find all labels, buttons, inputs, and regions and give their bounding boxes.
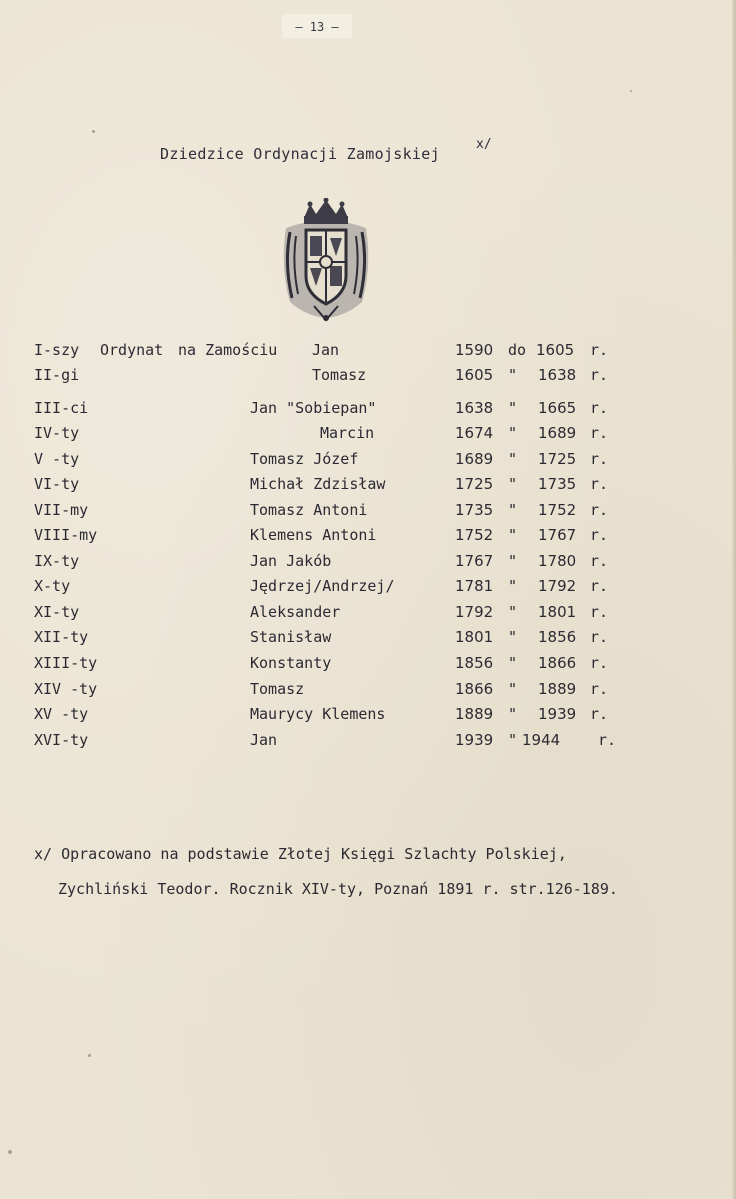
year-to: 1792: [538, 577, 577, 595]
year-suffix: r.: [590, 603, 609, 621]
year-suffix: r.: [590, 424, 609, 442]
year-from: 1689: [455, 450, 494, 468]
separator: ": [508, 526, 518, 544]
year-to: 1689: [538, 424, 577, 442]
list-item: [0, 475, 736, 499]
ordinal-number: V -ty: [34, 450, 80, 468]
year-to: 1752: [538, 501, 577, 519]
separator: ": [508, 450, 518, 468]
year-from: 1752: [455, 526, 494, 544]
ordinal-number: VIII-my: [34, 526, 98, 544]
paper-speck: [88, 1054, 91, 1057]
year-from: 1856: [455, 654, 494, 672]
ordinal-number: XI-ty: [34, 603, 80, 621]
year-to: 1638: [538, 366, 577, 384]
separator: ": [508, 399, 518, 417]
year-suffix: r.: [590, 680, 609, 698]
first-name: Tomasz Józef: [250, 450, 359, 468]
ordinal-number: XII-ty: [34, 628, 89, 646]
footnote-line-2: Zychliński Teodor. Rocznik XIV-ty, Poznań 1891 r. str.126-189.: [58, 880, 618, 898]
year-from: 1781: [455, 577, 494, 595]
ordinal-number: X-ty: [34, 577, 71, 595]
first-name: Tomasz: [250, 680, 305, 698]
ordinal-number: XIV -ty: [34, 680, 98, 698]
separator: ": [508, 552, 518, 570]
separator: do: [508, 341, 527, 359]
year-suffix: r.: [590, 577, 609, 595]
separator: ": [508, 501, 518, 519]
first-name: Marcin: [320, 424, 375, 442]
year-suffix: r.: [590, 552, 609, 570]
first-name: Jędrzej/Andrzej/: [250, 577, 395, 595]
year-from: 1674: [455, 424, 494, 442]
ordinal-number: I-szy: [34, 341, 80, 359]
year-from: 1939: [455, 731, 494, 749]
list-item: [0, 341, 736, 365]
year-suffix: r.: [590, 526, 609, 544]
first-name: Stanisław: [250, 628, 332, 646]
year-to: 1866: [538, 654, 577, 672]
first-name: Jan: [250, 731, 278, 749]
year-to: 1735: [538, 475, 577, 493]
first-name: Jan "Sobiepan": [250, 399, 377, 417]
year-to: 1939: [538, 705, 577, 723]
year-to: 1725: [538, 450, 577, 468]
separator: ": [508, 705, 518, 723]
separator: ": [508, 366, 518, 384]
ordinal-number: IV-ty: [34, 424, 80, 442]
ordinal-number: XVI-ty: [34, 731, 89, 749]
first-name: Tomasz: [312, 366, 367, 384]
year-suffix: r.: [590, 366, 609, 384]
year-to: 1605: [536, 341, 575, 359]
year-to: 1801: [538, 603, 577, 621]
ordinal-number: IX-ty: [34, 552, 80, 570]
separator: ": [508, 680, 518, 698]
year-to: 1665: [538, 399, 577, 417]
first-name: Aleksander: [250, 603, 341, 621]
list-item: [0, 680, 736, 704]
list-item: [0, 628, 736, 652]
paper-speck: [8, 1150, 12, 1154]
year-suffix: r.: [598, 731, 617, 749]
ordinal-number: III-ci: [34, 399, 89, 417]
separator: ": [508, 628, 518, 646]
list-item: [0, 399, 736, 423]
list-item: [0, 501, 736, 525]
list-item: [0, 577, 736, 601]
year-from: 1792: [455, 603, 494, 621]
page-number: – 13 –: [282, 14, 352, 38]
separator: ": [508, 731, 518, 749]
list-item: [0, 526, 736, 550]
separator: ": [508, 475, 518, 493]
document-title: Dziedzice Ordynacji Zamojskiej: [160, 145, 440, 163]
year-to: 1767: [538, 526, 577, 544]
ordinal-number: XIII-ty: [34, 654, 98, 672]
year-to: 1889: [538, 680, 577, 698]
list-item: [0, 366, 736, 390]
year-to: 1780: [538, 552, 577, 570]
first-name: Klemens Antoni: [250, 526, 377, 544]
separator: ": [508, 603, 518, 621]
year-from: 1638: [455, 399, 494, 417]
year-suffix: r.: [590, 450, 609, 468]
year-to: 1856: [538, 628, 577, 646]
first-name: Maurycy Klemens: [250, 705, 386, 723]
paper-speck: [92, 130, 95, 133]
ordinal-number: II-gi: [34, 366, 80, 384]
year-suffix: r.: [590, 501, 609, 519]
year-from: 1590: [455, 341, 494, 359]
year-from: 1889: [455, 705, 494, 723]
year-suffix: r.: [590, 654, 609, 672]
year-from: 1801: [455, 628, 494, 646]
separator: ": [508, 577, 518, 595]
list-item: [0, 424, 736, 448]
first-name: Jan: [312, 341, 340, 359]
ordinal-number: VII-my: [34, 501, 89, 519]
list-item: [0, 552, 736, 576]
list-item: [0, 450, 736, 474]
year-suffix: r.: [590, 475, 609, 493]
ordinal-number: XV -ty: [34, 705, 89, 723]
year-from: 1866: [455, 680, 494, 698]
footnote-line-1: x/ Opracowano na podstawie Złotej Księgi Szlachty Polskiej,: [34, 845, 567, 863]
footnote-marker: x/: [476, 137, 492, 152]
year-from: 1605: [455, 366, 494, 384]
year-suffix: r.: [590, 705, 609, 723]
first-name: Michał Zdzisław: [250, 475, 386, 493]
year-suffix: r.: [590, 628, 609, 646]
year-to: 1944: [522, 731, 561, 749]
year-from: 1767: [455, 552, 494, 570]
list-item: [0, 654, 736, 678]
year-from: 1725: [455, 475, 494, 493]
ordinal-number: VI-ty: [34, 475, 80, 493]
list-item: [0, 731, 736, 755]
list-item: [0, 705, 736, 729]
first-name: Tomasz Antoni: [250, 501, 368, 519]
first-name: Jan Jakób: [250, 552, 332, 570]
separator: ": [508, 654, 518, 672]
paper-speck: [630, 90, 632, 92]
separator: ": [508, 424, 518, 442]
first-name: Konstanty: [250, 654, 332, 672]
place-label: na Zamościu: [178, 341, 278, 359]
year-suffix: r.: [590, 399, 609, 417]
year-from: 1735: [455, 501, 494, 519]
list-item: [0, 603, 736, 627]
ordinal-word: Ordynat: [100, 341, 164, 359]
year-suffix: r.: [590, 341, 609, 359]
